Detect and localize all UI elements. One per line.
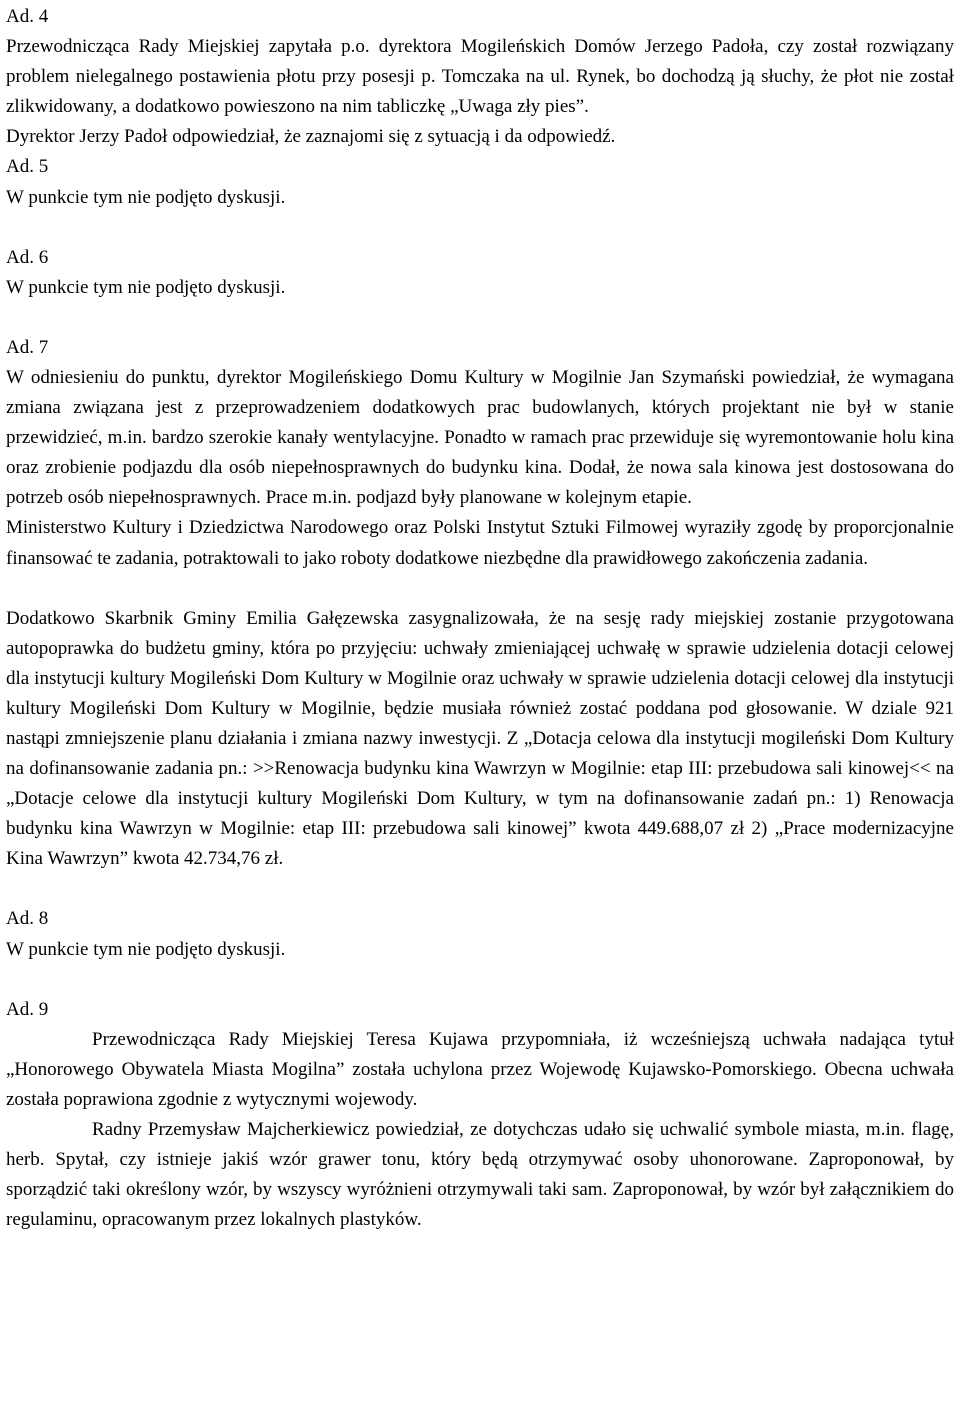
spacer [6,303,954,333]
ad8-text: W punkcie tym nie podjęto dyskusji. [6,938,286,960]
ad7-paragraph-1: W odniesieniu do punktu, dyrektor Mogileńskiego Domu Kultury w Mogilnie Jan Szymański powiedział, że wymagana zmiana związana jest z przeprowadzeniem dodatkowych prac budowlanych, których projektant nie był w stanie przewidzieć, m.in. bardzo szerokie kanały wentylacyjne. Ponadto w ramach prac przewiduje się wyremontowanie holu kina oraz zrobienie podjazdu dla osób niepełnosprawnych do budynku kina. Dodał, że nowa sala kinowa jest dostosowana do potrzeb osób niepełnosprawnych. Prace m.in. podjazd były planowane w kolejnym etapie. [6,366,954,509]
ad9-paragraph-2: Radny Przemysław Majcherkiewicz powiedział, ze dotychczas udało się uchwalić symbole miasta, m.in. flagę, herb. Spytał, czy istnieje jakiś wzór grawer tonu, który będą otrzymywać osoby uhonorowane. Zaproponował, by sporządzić taki określony wzór, by wszyscy wyróżnieni otrzymywali taki sam. Zaproponował, by wzór był załącznikiem do regulaminu, opracowanym przez lokalnych plastyków. [6,1119,954,1231]
spacer [6,874,954,904]
ad7-paragraph-2: Ministerstwo Kultury i Dziedzictwa Narodowego oraz Polski Instytut Sztuki Filmowej wyraziły zgodę by proporcjonalnie finansować te zadania, potraktowali to jako roboty dodatkowe niezbędne dla prawidłowego zakończenia zadania. [6,517,954,569]
ad4-heading: Ad. 4 [6,6,49,27]
document-page [6,2,954,1235]
ad9-heading: Ad. 9 [6,998,49,1020]
spacer [6,213,954,243]
ad8-heading: Ad. 8 [6,908,49,930]
ad9-paragraph-1: Przewodnicząca Rady Miejskiej Teresa Kujawa przypomniała, iż wcześniejszą uchwała nadająca tytuł „Honorowego Obywatela Miasta Mogilna” została uchylona przez Wojewodę Kujawsko-Pomorskiego. Obecna uchwała została poprawiona zgodnie z wytycznymi wojewody. [6,1028,954,1110]
ad6-heading: Ad. 6 [6,246,49,268]
ad5-text: W punkcie tym nie podjęto dyskusji. [6,186,286,208]
ad4-paragraph: Przewodnicząca Rady Miejskiej zapytała p.o. dyrektora Mogileńskich Domów Jerzego Padoła, czy został rozwiązany problem nielegalnego postawienia płotu przy posesji p. Tomczaka na ul. Rynek, bo dochodzą ją słuchy, że płot nie został zlikwidowany, a dodatkowo powieszono na nim tabliczkę „Uwaga zły pies”. [6,36,954,118]
ad7-paragraph-3: Dodatkowo Skarbnik Gminy Emilia Gałęzewska zasygnalizowała, że na sesję rady miejskiej zostanie przygotowana autopoprawka do budżetu gminy, która po przyjęciu: uchwały zmieniającej uchwałę w sprawie udzielenia dotacji celowej dla instytucji kultury Mogileński Dom Kultury w Mogilnie oraz uchwały w sprawie udzielenia dotacji celowej dla instytucji kultury Mogileński Dom Kultury w Mogilnie, będzie musiała również zostać poddana pod głosowanie. W dziale 921 nastąpi zmniejszenie planu działania i zmiana nazwy inwestycji. Z „Dotacja celowa dla instytucji mogileński Dom Kultury na dofinansowanie zadania pn.: >>Renowacja budynku kina Wawrzyn w Mogilnie: etap III: przebudowa sali kinowej<< na „Dotacje celowe dla instytucji kultury Mogileński Dom Kultury, w tym na dofinansowanie zadań pn.: 1) Renowacja budynku kina Wawrzyn w Mogilnie: etap III: przebudowa sali kinowej” kwota 449.688,07 zł 2) „Prace modernizacyjne Kina Wawrzyn” kwota 42.734,76 zł. [6,607,954,870]
ad7-heading: Ad. 7 [6,336,49,358]
ad5-heading: Ad. 5 [6,156,49,178]
spacer [6,965,954,995]
ad4-response: Dyrektor Jerzy Padoł odpowiedział, że zaznajomi się z sytuacją i da odpowiedź. [6,126,616,148]
ad6-text: W punkcie tym nie podjęto dyskusji. [6,276,286,298]
spacer [6,574,954,604]
